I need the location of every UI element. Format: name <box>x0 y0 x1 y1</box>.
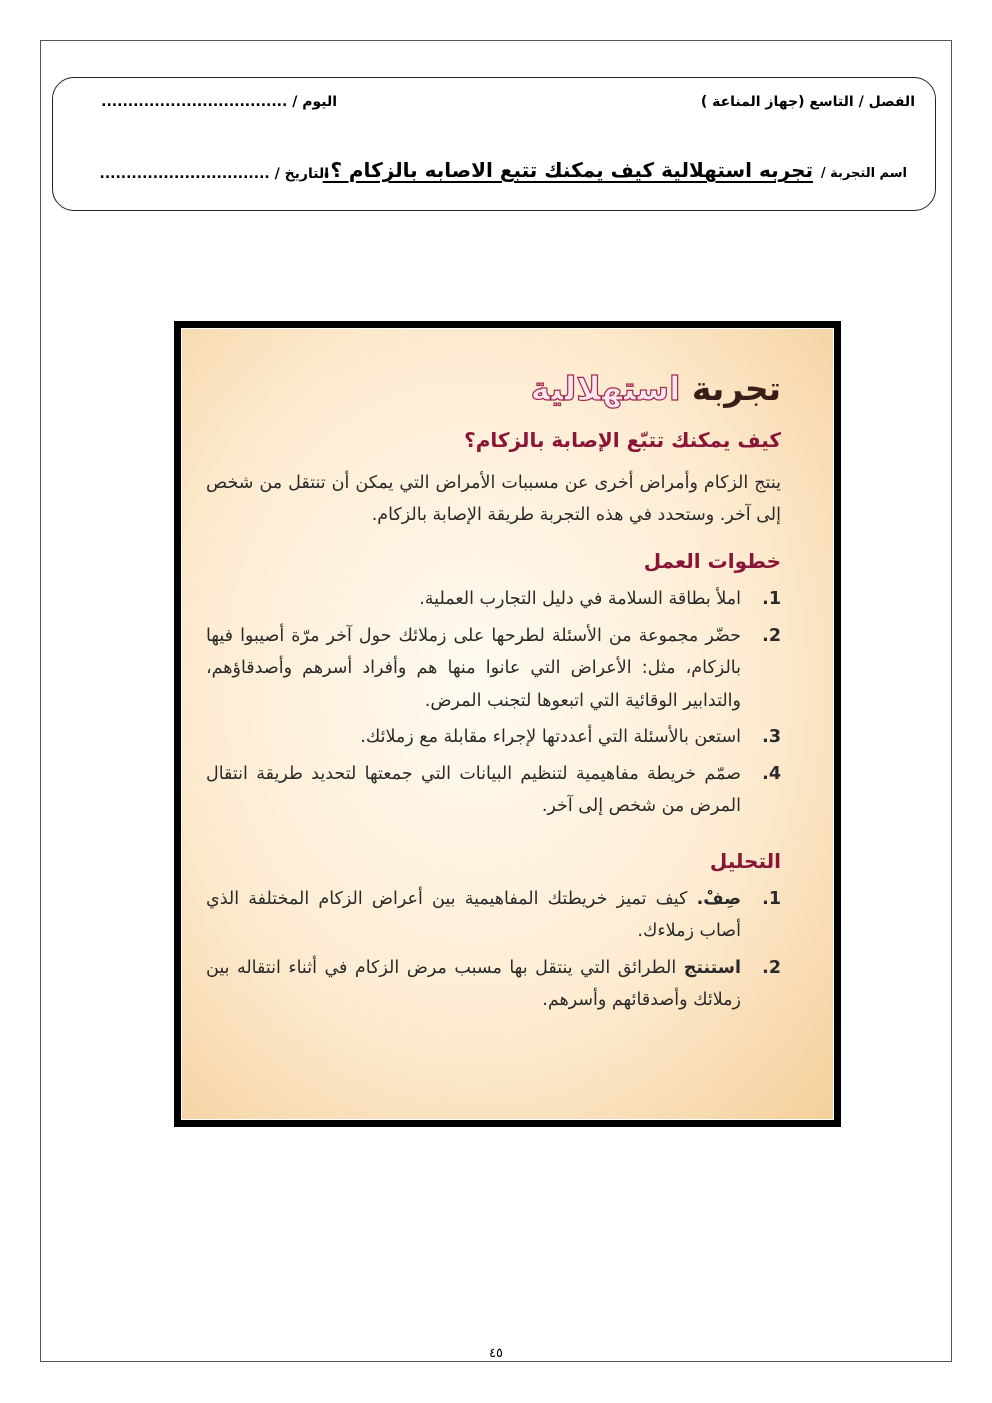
step-item <box>206 721 781 754</box>
analysis-body: كيف تميز خريطتك المفاهيمية بين أعراض الزكام المختلفة الذي أصاب زملاءك. <box>206 888 741 941</box>
day-label: اليوم / <box>292 94 337 110</box>
analysis-lead: استنتج <box>683 957 741 978</box>
step-item <box>206 758 781 823</box>
worksheet-header <box>52 77 936 211</box>
step-text: استعن بالأسئلة التي أعددتها لإجراء مقابلة مع زملائك. <box>360 727 741 747</box>
step-number: 1. <box>762 589 781 609</box>
experiment-card <box>174 321 841 1127</box>
experiment-name-label: اسم التجربة / <box>820 166 907 181</box>
experiment-card-body <box>181 328 834 1120</box>
step-text: املأ بطاقة السلامة في دليل التجارب العملية. <box>419 589 741 609</box>
step-number: 4. <box>762 763 781 784</box>
step-item <box>206 583 781 616</box>
card-question: كيف يمكنك تتبّع الإصابة بالزكام؟ <box>464 428 781 452</box>
analysis-text <box>206 952 741 1017</box>
card-title-main: تجربة <box>691 369 781 408</box>
analysis-item <box>206 883 781 948</box>
date-label: التاريخ / <box>274 166 329 182</box>
chapter-label: الفصل / التاسع (جهاز المناعة ) <box>700 94 915 110</box>
card-title <box>206 363 781 415</box>
step-number: 3. <box>762 727 781 747</box>
analysis-number: 2. <box>762 957 781 978</box>
day-blank: ................................... <box>101 94 288 110</box>
analysis-body: الطرائق التي ينتقل بها مسبب مرض الزكام في أثناء انتقاله بين زملائك وأصدقائهم وأسرهم. <box>206 957 741 1010</box>
analysis-lead: صِفْ. <box>696 888 741 909</box>
steps-heading: خطوات العمل <box>643 549 781 573</box>
step-text: صمّم خريطة مفاهيمية لتنظيم البيانات التي جمعتها لتحديد طريقة انتقال المرض من شخص إلى آخر. <box>206 763 741 816</box>
step-text: حضّر مجموعة من الأسئلة لطرحها على زملائك حول آخر مرّة أصيبوا فيها بالزكام، مثل: الأعراض التي عانوا منها هم وأفراد أسرهم وأصدقاؤهم، والتدابير الوقائية التي اتبعوها لتجنب المرض. <box>206 625 741 711</box>
date-field <box>100 166 329 182</box>
analysis-heading: التحليل <box>709 848 781 873</box>
date-blank: ................................ <box>99 166 270 182</box>
analysis-item <box>206 952 781 1017</box>
card-title-accent: استهلالية <box>530 369 681 408</box>
card-intro: ينتج الزكام وأمراض أخرى عن مسببات الأمراض التي يمكن أن تنتقل من شخص إلى آخر. وستحدد في هذه التجربة طريقة الإصابة بالزكام. <box>206 473 781 525</box>
experiment-title: تجربه استهلالية كيف يمكنك تتبع الاصابه بالزكام ؟. <box>322 158 813 182</box>
day-field <box>101 94 337 110</box>
step-number: 2. <box>762 625 781 646</box>
analysis-text <box>206 883 741 948</box>
analysis-number: 1. <box>762 888 781 909</box>
step-item <box>206 620 781 718</box>
page-number: ٤٥ <box>489 1346 503 1361</box>
